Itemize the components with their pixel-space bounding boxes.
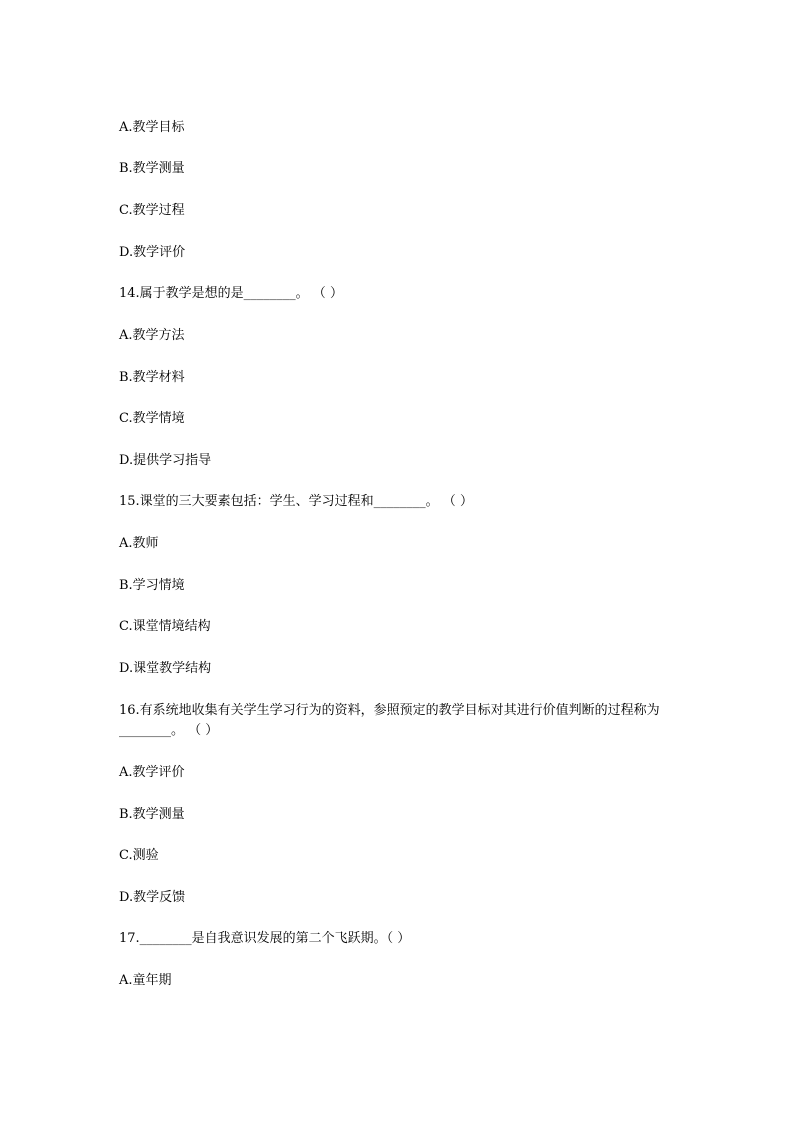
option-14c: C.教学情境 xyxy=(119,411,185,426)
option-15a: A.教师 xyxy=(119,536,159,551)
option-16d: D.教学反馈 xyxy=(119,890,186,905)
option-13c: C.教学过程 xyxy=(119,203,185,218)
option-17a: A.童年期 xyxy=(119,973,172,988)
option-15d: D.课堂教学结构 xyxy=(119,661,212,676)
option-16b: B.教学测量 xyxy=(119,807,185,822)
option-15c: C.课堂情境结构 xyxy=(119,619,211,634)
option-13d: D.教学评价 xyxy=(119,245,186,260)
option-16c: C.测验 xyxy=(119,848,159,863)
question-15: 15.课堂的三大要素包括：学生、学习过程和________。 （ ） xyxy=(119,494,473,509)
option-13a: A.教学目标 xyxy=(119,120,185,135)
question-16: 16.有系统地收集有关学生学习行为的资料，参照预定的教学目标对其进行价值判断的过程称为________。 （ ） xyxy=(119,703,660,738)
option-15b: B.学习情境 xyxy=(119,578,185,593)
option-14a: A.教学方法 xyxy=(119,328,185,343)
question-17: 17.________是自我意识发展的第二个飞跃期。（ ） xyxy=(119,931,411,946)
option-13b: B.教学测量 xyxy=(119,161,185,176)
option-16a: A.教学评价 xyxy=(119,765,185,780)
option-14b: B.教学材料 xyxy=(119,370,185,385)
question-14: 14.属于教学是想的是________。 （ ） xyxy=(119,286,343,301)
option-14d: D.提供学习指导 xyxy=(119,453,212,468)
